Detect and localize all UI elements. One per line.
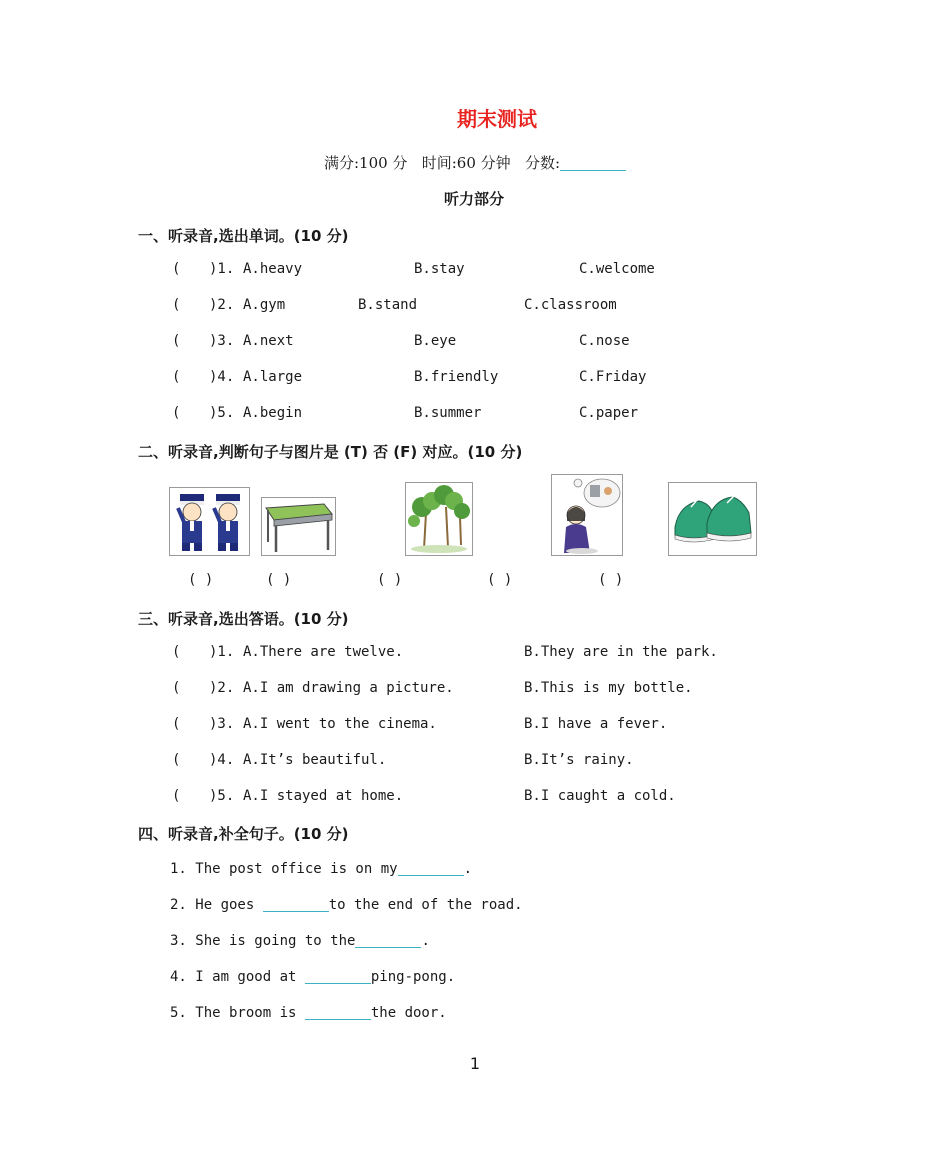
answer-paren[interactable]: ( [172, 369, 181, 385]
score-label: 分数: [524, 154, 561, 172]
sentence-end: the door. [370, 1005, 447, 1021]
sentence-end: ping-pong. [370, 969, 456, 985]
option-a: A.begin [243, 405, 303, 421]
fill-sentence [170, 967, 455, 985]
time-limit: 时间:60 分钟 [421, 154, 511, 172]
item-number: )1. [209, 644, 235, 660]
answer-paren[interactable]: ( ) [377, 572, 403, 588]
item-number: )4. [209, 752, 235, 768]
answer-paren[interactable]: ( [172, 333, 181, 349]
item-number: )2. [209, 297, 235, 313]
sneakers-picture [668, 482, 757, 556]
option-a: A.I stayed at home. [243, 788, 404, 804]
section-subtitle: 听力部分 [444, 190, 505, 208]
sentence-start: 3. She is going to the [170, 933, 356, 949]
answer-blank[interactable] [355, 931, 421, 948]
option-c: C.paper [579, 405, 639, 421]
option-a: A.There are twelve. [243, 644, 404, 660]
answer-paren[interactable]: ( [172, 716, 181, 732]
section-2-heading: 二、听录音,判断句子与图片是 (T) 否 (F) 对应。(10 分) [138, 443, 523, 461]
fill-sentence [170, 1003, 447, 1021]
answer-paren[interactable]: ( [172, 644, 181, 660]
police-officers-picture [169, 487, 250, 556]
option-a: A.I went to the cinema. [243, 716, 437, 732]
sentence-end: to the end of the road. [328, 897, 523, 913]
option-b: B.stand [358, 297, 418, 313]
option-a: A.large [243, 369, 303, 385]
option-c: C.nose [579, 333, 630, 349]
answer-paren[interactable]: ( [172, 297, 181, 313]
option-b: B.I caught a cold. [524, 788, 676, 804]
option-b: B.This is my bottle. [524, 680, 693, 696]
answer-paren[interactable]: ( [172, 405, 181, 421]
sentence-start: 1. The post office is on my [170, 861, 398, 877]
exam-info [0, 152, 950, 173]
answer-paren[interactable]: ( [172, 261, 181, 277]
option-a: A.gym [243, 297, 286, 313]
page-title: 期末测试 [457, 107, 537, 131]
fill-sentence [170, 859, 472, 877]
answer-paren[interactable]: ( ) [266, 572, 292, 588]
item-number: )3. [209, 716, 235, 732]
sentence-end: . [421, 933, 430, 949]
option-c: C.welcome [579, 261, 655, 277]
option-c: C.classroom [524, 297, 617, 313]
answer-paren[interactable]: ( ) [487, 572, 513, 588]
sentence-start: 4. I am good at [170, 969, 305, 985]
option-b: B.It’s rainy. [524, 752, 634, 768]
answer-paren[interactable]: ( [172, 680, 181, 696]
option-b: B.summer [414, 405, 482, 421]
answer-paren[interactable]: ( ) [598, 572, 624, 588]
option-a: A.next [243, 333, 294, 349]
desk-picture [261, 497, 336, 556]
answer-paren[interactable]: ( [172, 788, 181, 804]
option-b: B.friendly [414, 369, 499, 385]
sentence-start: 5. The broom is [170, 1005, 305, 1021]
score-blank[interactable] [560, 154, 626, 171]
item-number: )1. [209, 261, 235, 277]
option-a: A.It’s beautiful. [243, 752, 387, 768]
option-c: C.Friday [579, 369, 647, 385]
item-number: )4. [209, 369, 235, 385]
answer-blank[interactable] [398, 859, 464, 876]
answer-paren[interactable]: ( ) [188, 572, 214, 588]
sentence-end: . [463, 861, 473, 877]
answer-blank[interactable] [305, 1003, 371, 1020]
fill-sentence [170, 895, 523, 913]
item-number: )3. [209, 333, 235, 349]
sentence-start: 2. He goes [170, 897, 263, 913]
item-number: )2. [209, 680, 235, 696]
option-b: B.They are in the park. [524, 644, 718, 660]
girl-thinking-picture [551, 474, 623, 556]
section-1-heading: 一、听录音,选出单词。(10 分) [138, 227, 349, 245]
answer-paren[interactable]: ( [172, 752, 181, 768]
item-number: )5. [209, 405, 235, 421]
option-b: B.stay [414, 261, 465, 277]
item-number: )5. [209, 788, 235, 804]
option-a: A.I am drawing a picture. [243, 680, 454, 696]
fill-sentence [170, 931, 430, 949]
answer-blank[interactable] [305, 967, 371, 984]
full-score: 满分:100 分 [323, 154, 408, 172]
page-number: 1 [469, 1054, 481, 1073]
option-a: A.heavy [243, 261, 303, 277]
section-3-heading: 三、听录音,选出答语。(10 分) [138, 610, 349, 628]
answer-blank[interactable] [263, 895, 329, 912]
option-b: B.I have a fever. [524, 716, 668, 732]
trees-picture [405, 482, 473, 556]
option-b: B.eye [414, 333, 457, 349]
section-4-heading: 四、听录音,补全句子。(10 分) [138, 825, 349, 843]
